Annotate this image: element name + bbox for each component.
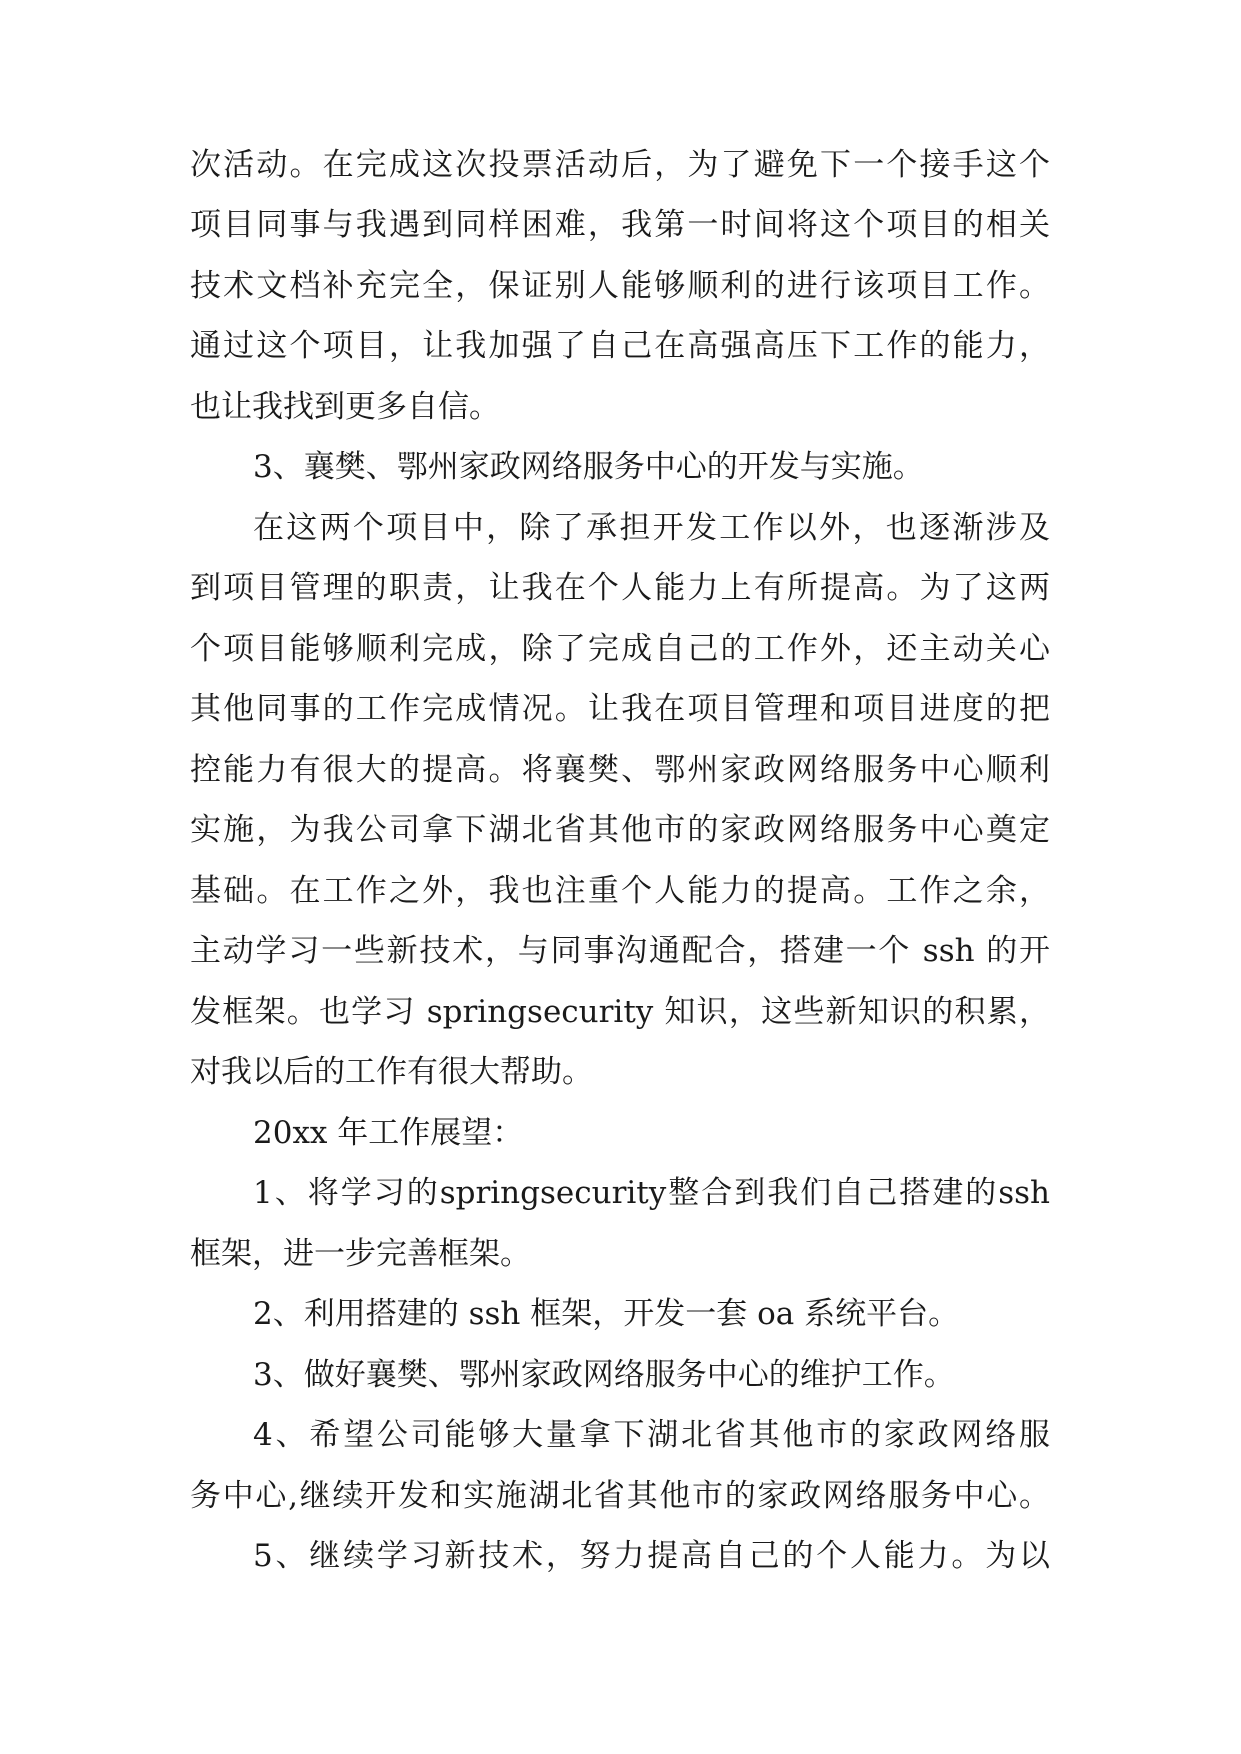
text-line: 通过这个项目，让我加强了自己在高强高压下工作的能力， xyxy=(190,328,1050,364)
text-line: 实施，为我公司拿下湖北省其他市的家政网络服务中心奠定 xyxy=(190,812,1050,848)
text-line: 到项目管理的职责，让我在个人能力上有所提高。为了这两 xyxy=(190,570,1050,606)
text-line: 对我以后的工作有很大帮助。 xyxy=(190,1054,593,1090)
list-item: 2、利用搭建的 ssh 框架，开发一套 oa 系统平台。 xyxy=(253,1296,960,1332)
text-line: 项目同事与我遇到同样困难，我第一时间将这个项目的相关 xyxy=(190,207,1050,243)
section-heading: 3、襄樊、鄂州家政网络服务中心的开发与实施。 xyxy=(253,449,924,485)
list-item: 5、继续学习新技术，努力提高自己的个人能力。为以 xyxy=(253,1538,1050,1574)
text-line: 框架，进一步完善框架。 xyxy=(190,1236,531,1272)
list-item: 1、将学习的springsecurity整合到我们自己搭建的ssh xyxy=(253,1175,1050,1211)
text-line: 基础。在工作之外，我也注重个人能力的提高。工作之余， xyxy=(190,873,1050,909)
text-line: 其他同事的工作完成情况。让我在项目管理和项目进度的把 xyxy=(190,691,1050,727)
text-line: 技术文档补充完全，保证别人能够顺利的进行该项目工作。 xyxy=(190,268,1050,304)
text-line: 主动学习一些新技术，与同事沟通配合，搭建一个 ssh 的开 xyxy=(190,933,1050,969)
text-line: 个项目能够顺利完成，除了完成自己的工作外，还主动关心 xyxy=(190,631,1050,667)
text-line: 发框架。也学习 springsecurity 知识，这些新知识的积累， xyxy=(190,994,1050,1030)
text-line: 务中心,继续开发和实施湖北省其他市的家政网络服务中心。 xyxy=(190,1478,1050,1514)
text-line: 在这两个项目中，除了承担开发工作以外，也逐渐涉及 xyxy=(253,510,1050,546)
text-line: 也让我找到更多自信。 xyxy=(190,389,500,425)
list-item: 4、希望公司能够大量拿下湖北省其他市的家政网络服 xyxy=(253,1417,1050,1453)
text-line: 次活动。在完成这次投票活动后，为了避免下一个接手这个 xyxy=(190,147,1050,183)
section-heading: 20xx 年工作展望： xyxy=(253,1115,524,1151)
list-item: 3、做好襄樊、鄂州家政网络服务中心的维护工作。 xyxy=(253,1357,955,1393)
text-line: 控能力有很大的提高。将襄樊、鄂州家政网络服务中心顺利 xyxy=(190,752,1050,788)
